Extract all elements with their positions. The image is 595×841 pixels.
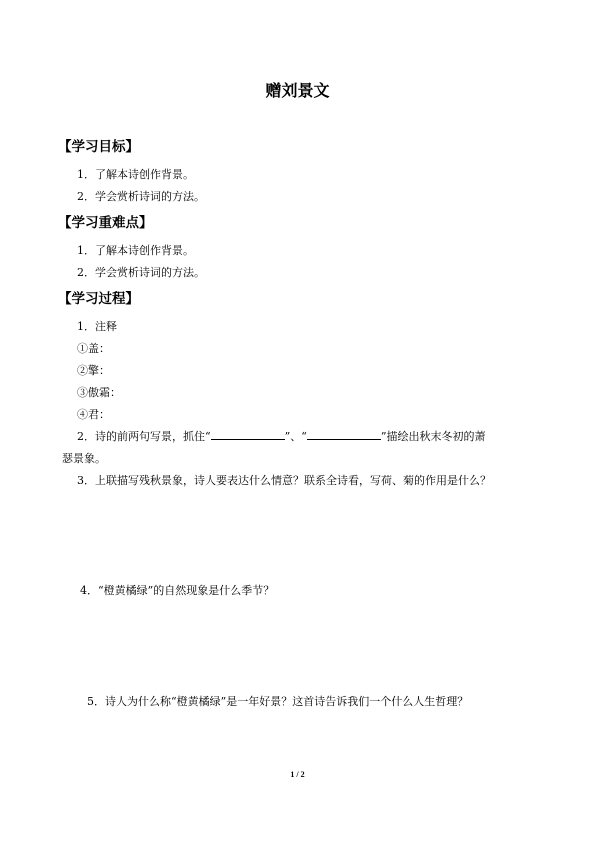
page-title: 赠刘景文: [265, 81, 330, 100]
question-4: 4．“橙黄橘绿”的自然现象是什么季节？: [80, 584, 275, 597]
note-item-1: ①盖：: [77, 342, 110, 355]
page-number: 1 / 2: [290, 770, 305, 779]
fill-blank-1[interactable]: [211, 429, 285, 440]
section-heading-key-points: 【学习重难点】: [58, 215, 153, 231]
key-point-item-2: 2．学会赏析诗词的方法。: [77, 266, 205, 279]
question-2-middle: ”、“: [284, 430, 307, 443]
question-2: [77, 428, 486, 444]
question-3: 3．上联描写残秋景象，诗人要表达什么情意？联系全诗看，写荷、菊的作用是什么？: [77, 474, 491, 487]
key-point-item-1: 1．了解本诗创作背景。: [77, 244, 194, 257]
section-heading-process: 【学习过程】: [58, 291, 139, 307]
note-item-4: ④君：: [77, 408, 110, 421]
fill-blank-2[interactable]: [307, 429, 381, 440]
question-5: 5．诗人为什么称“橙黄橘绿”是一年好景？这首诗告诉我们一个什么人生哲理？: [87, 695, 469, 708]
section-heading-goals: 【学习目标】: [58, 139, 139, 155]
note-item-2: ②擎：: [77, 364, 110, 377]
goal-item-1: 1．了解本诗创作背景。: [77, 168, 194, 181]
goal-item-2: 2．学会赏析诗词的方法。: [77, 190, 205, 203]
note-item-3: ③傲霜：: [77, 386, 121, 399]
question-2-continuation: 瑟景象。: [62, 452, 106, 465]
question-2-prefix: 2．诗的前两句写景，抓住“: [77, 430, 211, 443]
question-1: 1．注释: [77, 320, 117, 333]
question-2-suffix: ”描绘出秋末冬初的萧: [380, 430, 486, 443]
